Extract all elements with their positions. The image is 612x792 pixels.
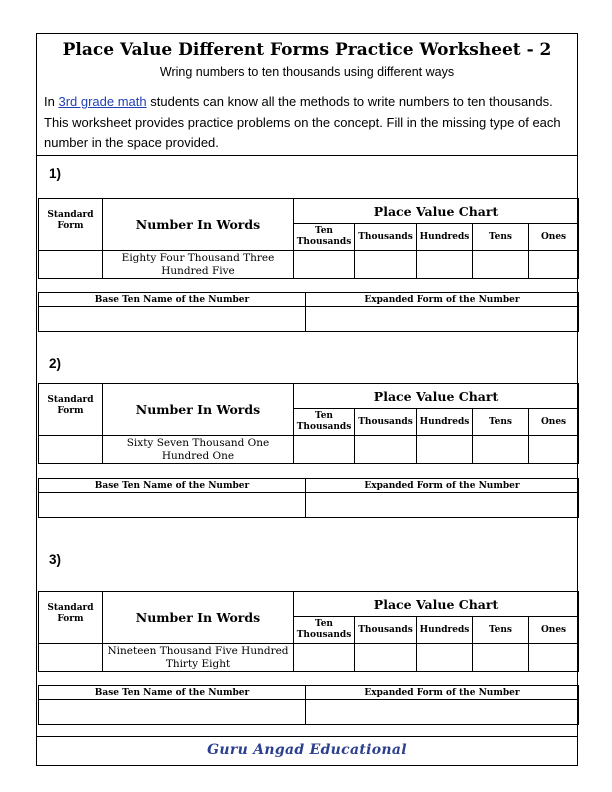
thousands-header: Thousands bbox=[355, 409, 417, 436]
thousands-header: Thousands bbox=[355, 224, 417, 251]
expanded-form-answer-cell[interactable] bbox=[306, 700, 579, 725]
expanded-form-answer-cell[interactable] bbox=[306, 307, 579, 332]
expanded-form-header: Expanded Form of the Number bbox=[306, 686, 579, 700]
ones-answer-cell[interactable] bbox=[529, 644, 579, 672]
number-in-words-header: Number In Words bbox=[103, 199, 294, 251]
problem-3-forms-table bbox=[38, 685, 579, 725]
expanded-form-header: Expanded Form of the Number bbox=[306, 479, 579, 493]
standard-form-header: Standard Form bbox=[39, 592, 103, 644]
tens-header: Tens bbox=[473, 224, 529, 251]
intro-text-end: students can know all the methods to write numbers to ten thousands. This worksheet provides practice problems on the concept. Fill in the missing type of each number in the space provided. bbox=[44, 94, 561, 150]
intro-text-start: In bbox=[44, 94, 59, 109]
worksheet-subtitle: Wring numbers to ten thousands using different ways bbox=[159, 65, 455, 79]
thousands-answer-cell[interactable] bbox=[355, 251, 417, 279]
ten-thousands-header: Ten Thousands bbox=[294, 224, 355, 251]
tens-answer-cell[interactable] bbox=[473, 644, 529, 672]
problem-3-number: 3) bbox=[49, 552, 62, 567]
standard-form-header: Standard Form bbox=[39, 384, 103, 436]
base-ten-name-header: Base Ten Name of the Number bbox=[39, 686, 306, 700]
number-in-words-cell: Nineteen Thousand Five Hundred Thirty Eight bbox=[103, 644, 294, 672]
hundreds-answer-cell[interactable] bbox=[417, 436, 473, 464]
place-value-chart-header: Place Value Chart bbox=[294, 592, 579, 617]
standard-form-answer-cell[interactable] bbox=[39, 644, 103, 672]
footer-divider bbox=[37, 736, 577, 737]
ones-answer-cell[interactable] bbox=[529, 436, 579, 464]
base-ten-name-header: Base Ten Name of the Number bbox=[39, 479, 306, 493]
problem-2-place-value-table bbox=[38, 383, 579, 464]
number-in-words-header: Number In Words bbox=[103, 592, 294, 644]
place-value-chart-header: Place Value Chart bbox=[294, 384, 579, 409]
problem-1-number: 1) bbox=[49, 166, 62, 181]
number-in-words-cell: Eighty Four Thousand Three Hundred Five bbox=[103, 251, 294, 279]
ones-header: Ones bbox=[529, 409, 579, 436]
problem-3-place-value-table bbox=[38, 591, 579, 672]
ones-header: Ones bbox=[529, 224, 579, 251]
footer-brand: Guru Angad Educational bbox=[207, 742, 407, 758]
hundreds-answer-cell[interactable] bbox=[417, 251, 473, 279]
standard-form-answer-cell[interactable] bbox=[39, 251, 103, 279]
ones-header: Ones bbox=[529, 617, 579, 644]
problem-2-number: 2) bbox=[49, 356, 62, 371]
hundreds-answer-cell[interactable] bbox=[417, 644, 473, 672]
problem-2-forms-table bbox=[38, 478, 579, 518]
tens-header: Tens bbox=[473, 409, 529, 436]
place-value-chart-header: Place Value Chart bbox=[294, 199, 579, 224]
intro-divider bbox=[37, 155, 577, 156]
number-in-words-header: Number In Words bbox=[103, 384, 294, 436]
ten-thousands-header: Ten Thousands bbox=[294, 409, 355, 436]
expanded-form-answer-cell[interactable] bbox=[306, 493, 579, 518]
expanded-form-header: Expanded Form of the Number bbox=[306, 293, 579, 307]
hundreds-header: Hundreds bbox=[417, 617, 473, 644]
hundreds-header: Hundreds bbox=[417, 224, 473, 251]
thousands-answer-cell[interactable] bbox=[355, 644, 417, 672]
grade-math-link[interactable]: 3rd grade math bbox=[58, 94, 147, 109]
ten-thousands-header: Ten Thousands bbox=[294, 617, 355, 644]
intro-paragraph bbox=[44, 92, 565, 154]
thousands-header: Thousands bbox=[355, 617, 417, 644]
problem-1-forms-table bbox=[38, 292, 579, 332]
number-in-words-cell: Sixty Seven Thousand One Hundred One bbox=[103, 436, 294, 464]
base-ten-name-answer-cell[interactable] bbox=[39, 493, 306, 518]
thousands-answer-cell[interactable] bbox=[355, 436, 417, 464]
tens-header: Tens bbox=[473, 617, 529, 644]
ten-thousands-answer-cell[interactable] bbox=[294, 436, 355, 464]
hundreds-header: Hundreds bbox=[417, 409, 473, 436]
problem-1-place-value-table bbox=[38, 198, 579, 279]
standard-form-header: Standard Form bbox=[39, 199, 103, 251]
ones-answer-cell[interactable] bbox=[529, 251, 579, 279]
worksheet-title: Place Value Different Forms Practice Worksheet - 2 bbox=[62, 40, 552, 60]
worksheet-page bbox=[36, 33, 578, 766]
ten-thousands-answer-cell[interactable] bbox=[294, 251, 355, 279]
base-ten-name-header: Base Ten Name of the Number bbox=[39, 293, 306, 307]
ten-thousands-answer-cell[interactable] bbox=[294, 644, 355, 672]
base-ten-name-answer-cell[interactable] bbox=[39, 307, 306, 332]
tens-answer-cell[interactable] bbox=[473, 251, 529, 279]
base-ten-name-answer-cell[interactable] bbox=[39, 700, 306, 725]
standard-form-answer-cell[interactable] bbox=[39, 436, 103, 464]
tens-answer-cell[interactable] bbox=[473, 436, 529, 464]
